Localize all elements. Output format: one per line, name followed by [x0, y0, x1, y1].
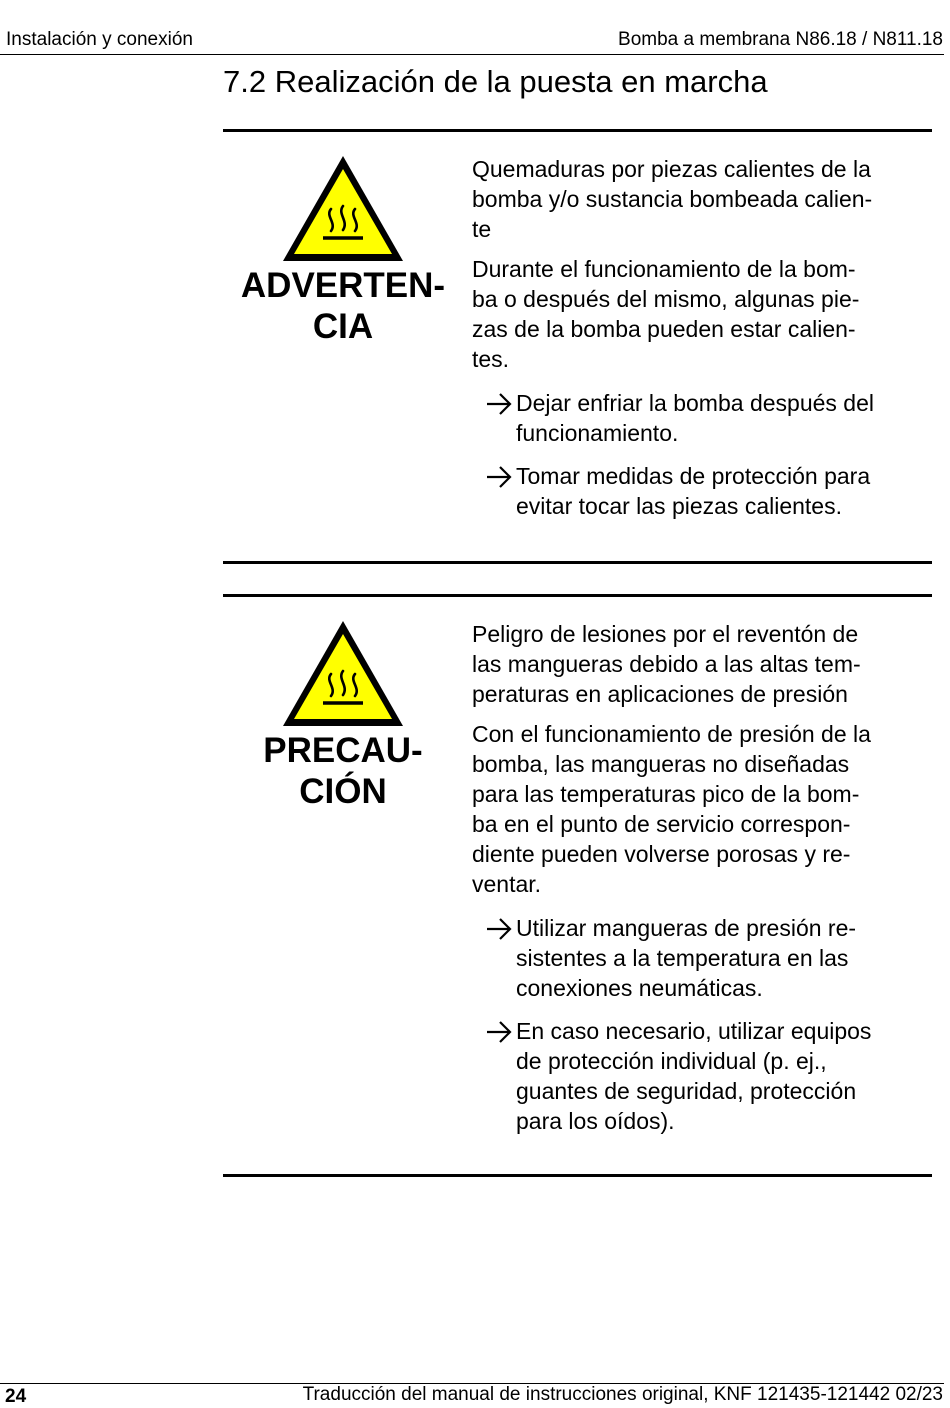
text-line: para los oídos).	[516, 1108, 675, 1134]
arrow-right-icon	[485, 388, 513, 418]
text-line: te	[472, 216, 492, 242]
text-line: tes.	[472, 346, 510, 372]
signal-panel-warning	[223, 153, 463, 347]
signal-word-line: CIÓN	[299, 772, 387, 811]
hot-surface-warning-icon	[279, 618, 407, 730]
hazard-statement	[472, 619, 932, 709]
header-divider	[0, 54, 944, 55]
text-line: evitar tocar las piezas calientes.	[516, 493, 842, 519]
measure-item	[472, 913, 932, 1003]
footer-document-reference: Traducción del manual de instrucciones original, KNF 121435-121442 02/23	[302, 1384, 943, 1405]
text-line: Peligro de lesiones por el reventón de	[472, 621, 859, 647]
measures-list	[472, 388, 932, 521]
signal-panel-caution	[223, 618, 463, 812]
text-line: sistentes a la temperatura en las	[516, 945, 849, 971]
arrow-right-icon	[485, 1016, 513, 1046]
text-line: bomba, las mangueras no diseñadas	[472, 751, 850, 777]
warning-text-block	[472, 154, 932, 521]
text-line: ba en el punto de servicio correspon-	[472, 811, 851, 837]
text-line: ba o después del mismo, algunas pie-	[472, 286, 860, 312]
hazard-statement	[472, 154, 932, 244]
text-line: guantes de seguridad, protección	[516, 1078, 857, 1104]
signal-word-line: ADVERTEN-	[240, 266, 446, 305]
section-title: 7.2 Realización de la puesta en marcha	[223, 64, 768, 99]
text-line: Utilizar mangueras de presión re-	[516, 915, 857, 941]
arrow-right-icon	[485, 461, 513, 491]
text-line: de protección individual (p. ej.,	[516, 1048, 827, 1074]
text-line: Tomar medidas de protección para	[516, 463, 871, 489]
caution-block-bottom-rule	[223, 1174, 932, 1177]
signal-word-line: CIA	[312, 307, 374, 346]
text-line: En caso necesario, utilizar equipos	[516, 1018, 872, 1044]
caution-text-block	[472, 619, 932, 1136]
text-line: para las temperaturas pico de la bom-	[472, 781, 860, 807]
warning-block-top-rule	[223, 129, 932, 132]
measures-list	[472, 913, 932, 1136]
text-line: diente pueden volverse porosas y re-	[472, 841, 851, 867]
running-header-product: Bomba a membrana N86.18 / N811.18	[618, 29, 943, 50]
measure-item	[472, 1016, 932, 1136]
running-header-chapter: Instalación y conexión	[6, 29, 193, 50]
measure-item	[472, 461, 932, 521]
caution-block-top-rule	[223, 594, 932, 597]
signal-word-line: PRECAU-	[263, 731, 423, 770]
text-line: zas de la bomba pueden estar calien-	[472, 316, 856, 342]
arrow-right-icon	[485, 913, 513, 943]
hazard-description	[472, 719, 932, 899]
signal-word	[223, 730, 463, 812]
text-line: las mangueras debido a las altas tem-	[472, 651, 861, 677]
text-line: funcionamiento.	[516, 420, 679, 446]
text-line: Dejar enfriar la bomba después del	[516, 390, 874, 416]
warning-block-bottom-rule	[223, 561, 932, 564]
page-number: 24	[5, 1386, 27, 1407]
measure-item	[472, 388, 932, 448]
text-line: Quemaduras por piezas calientes de la	[472, 156, 871, 182]
text-line: conexiones neumáticas.	[516, 975, 763, 1001]
hazard-description	[472, 254, 932, 374]
signal-word	[223, 265, 463, 347]
text-line: Con el funcionamiento de presión de la	[472, 721, 871, 747]
text-line: ventar.	[472, 871, 542, 897]
text-line: bomba y/o sustancia bombeada calien-	[472, 186, 873, 212]
text-line: peraturas en aplicaciones de presión	[472, 681, 848, 707]
hot-surface-warning-icon	[279, 153, 407, 265]
text-line: Durante el funcionamiento de la bom-	[472, 256, 856, 282]
